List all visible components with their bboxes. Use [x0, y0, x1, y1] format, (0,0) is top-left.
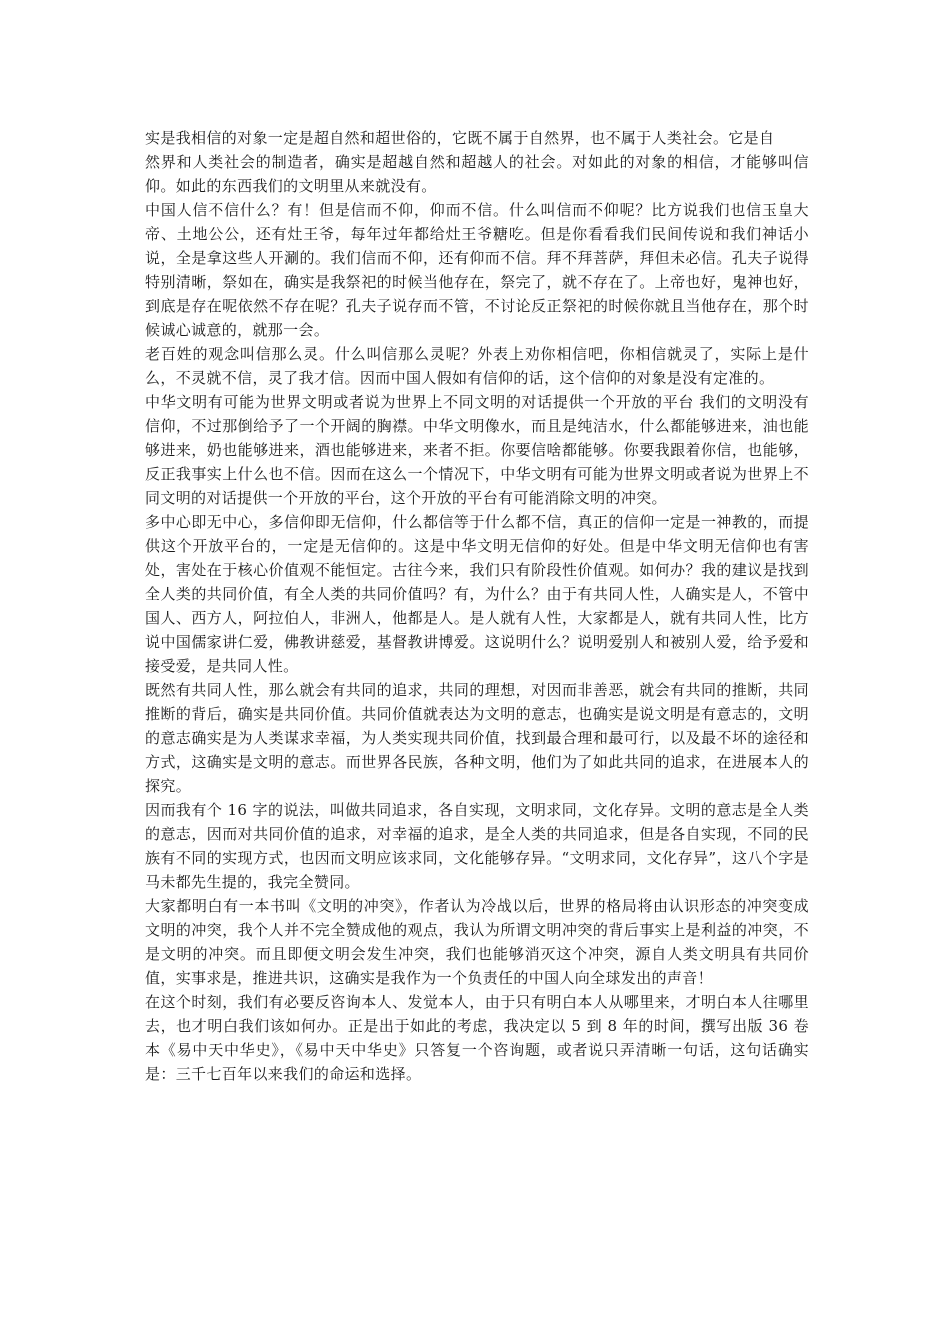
paragraph: 因而我有个 16 字的说法，叫做共同追求，各自实现，文明求同，文化存异。文明的意志是全人类的意志，因而对共同价值的追求，对幸福的追求，是全人类的共同追求，但是各自实现，不同的民族有不同的实现方式，也因而文明应该求同，文化能够存异。“文明求同，文化存异”，这八个字是马未都先生提的，我完全赞同。 — [145, 801, 809, 891]
paragraph: 老百姓的观念叫信那么灵。什么叫信那么灵呢？外表上劝你相信吧，你相信就灵了，实际上是什么，不灵就不信，灵了我才信。因而中国人假如有信仰的话，这个信仰的对象是没有定准的。 — [145, 345, 809, 387]
paragraph: 实是我相信的对象一定是超自然和超世俗的，它既不属于自然界，也不属于人类社会。它是自 — [145, 129, 775, 147]
paragraph: 多中心即无中心，多信仰即无信仰，什么都信等于什么都不信，真正的信仰一定是一神教的，而提供这个开放平台的，一定是无信仰的。这是中华文明无信仰的好处。但是中华文明无信仰也有害处，害处在于核心价值观不能恒定。古往今来，我们只有阶段性价值观。如何办？我的建议是找到全人类的共同价值，有全人类的共同价值吗？有，为什么？由于有共同人性，人确实是人，不管中国人、西方人，阿拉伯人，非洲人，他都是人。是人就有人性，大家都是人，就有共同人性，比方说中国儒家讲仁爱，佛教讲慈爱，基督教讲博爱。这说明什么？说明爱别人和被别人爱，给予爱和接受爱，是共同人性。 — [145, 513, 809, 675]
paragraph: 中国人信不信什么？有！但是信而不仰，仰而不信。什么叫信而不仰呢？比方说我们也信玉皇大帝、土地公公，还有灶王爷，每年过年都给灶王爷糖吃。但是你看看我们民间传说和我们神话小说，全是拿这些人开涮的。我们信而不仰，还有仰而不信。拜不拜菩萨，拜但未必信。孔夫子说得特别清晰，祭如在，确实是我祭祀的时候当他存在，祭完了，就不存在了。上帝也好，鬼神也好，到底是存在呢依然不存在呢？孔夫子说存而不管，不讨论反正祭祀的时候你就且当他存在，那个时候诚心诚意的，就那一会。 — [145, 201, 809, 339]
paragraph: 然界和人类社会的制造者，确实是超越自然和超越人的社会。对如此的对象的相信，才能够叫信仰。如此的东西我们的文明里从来就没有。 — [145, 153, 809, 195]
paragraph: 既然有共同人性，那么就会有共同的追求，共同的理想，对因而非善恶，就会有共同的推断，共同推断的背后，确实是共同价值。共同价值就表达为文明的意志，也确实是说文明是有意志的，文明的意志确实是为人类谋求幸福，为人类实现共同价值，找到最合理和最可行，以及最不坏的途径和方式，这确实是文明的意志。而世界各民族，各种文明，他们为了如此共同的追求，在进展本人的探究。 — [145, 681, 809, 795]
paragraph: 中华文明有可能为世界文明或者说为世界上不同文明的对话提供一个开放的平台 我们的文明没有信仰，不过那倒给予了一个开阔的胸襟。中华文明像水，而且是纯洁水，什么都能够进来，油也能够进来，奶也能够进来，酒也能够进来，来者不拒。你要信啥都能够。你要我跟着你信，也能够，反正我事实上什么也不信。因而在这么一个情况下，中华文明有可能为世界文明或者说为世界上不同文明的对话提供一个开放的平台，这个开放的平台有可能消除文明的冲突。 — [145, 393, 809, 507]
paragraph: 在这个时刻，我们有必要反咨询本人、发觉本人，由于只有明白本人从哪里来，才明白本人往哪里去，也才明白我们该如何办。正是出于如此的考虑，我决定以 5 到 8 年的时间，撰写出版 36 卷本《易中天中华史》，《易中天中华史》只答复一个咨询题，或者说只弄清晰一句话，这句话确实是：三千七百年以来我们的命运和选择。 — [145, 993, 809, 1083]
paragraph: 大家都明白有一本书叫《文明的冲突》，作者认为冷战以后，世界的格局将由认识形态的冲突变成文明的冲突，我个人并不完全赞成他的观点，我认为所谓文明冲突的背后事实上是利益的冲突，不是文明的冲突。而且即便文明会发生冲突，我们也能够消灭这个冲突，源自人类文明具有共同价值，实事求是，推进共识，这确实是我作为一个负责任的中国人向全球发出的声音！ — [145, 897, 809, 987]
document-body — [145, 126, 809, 1086]
